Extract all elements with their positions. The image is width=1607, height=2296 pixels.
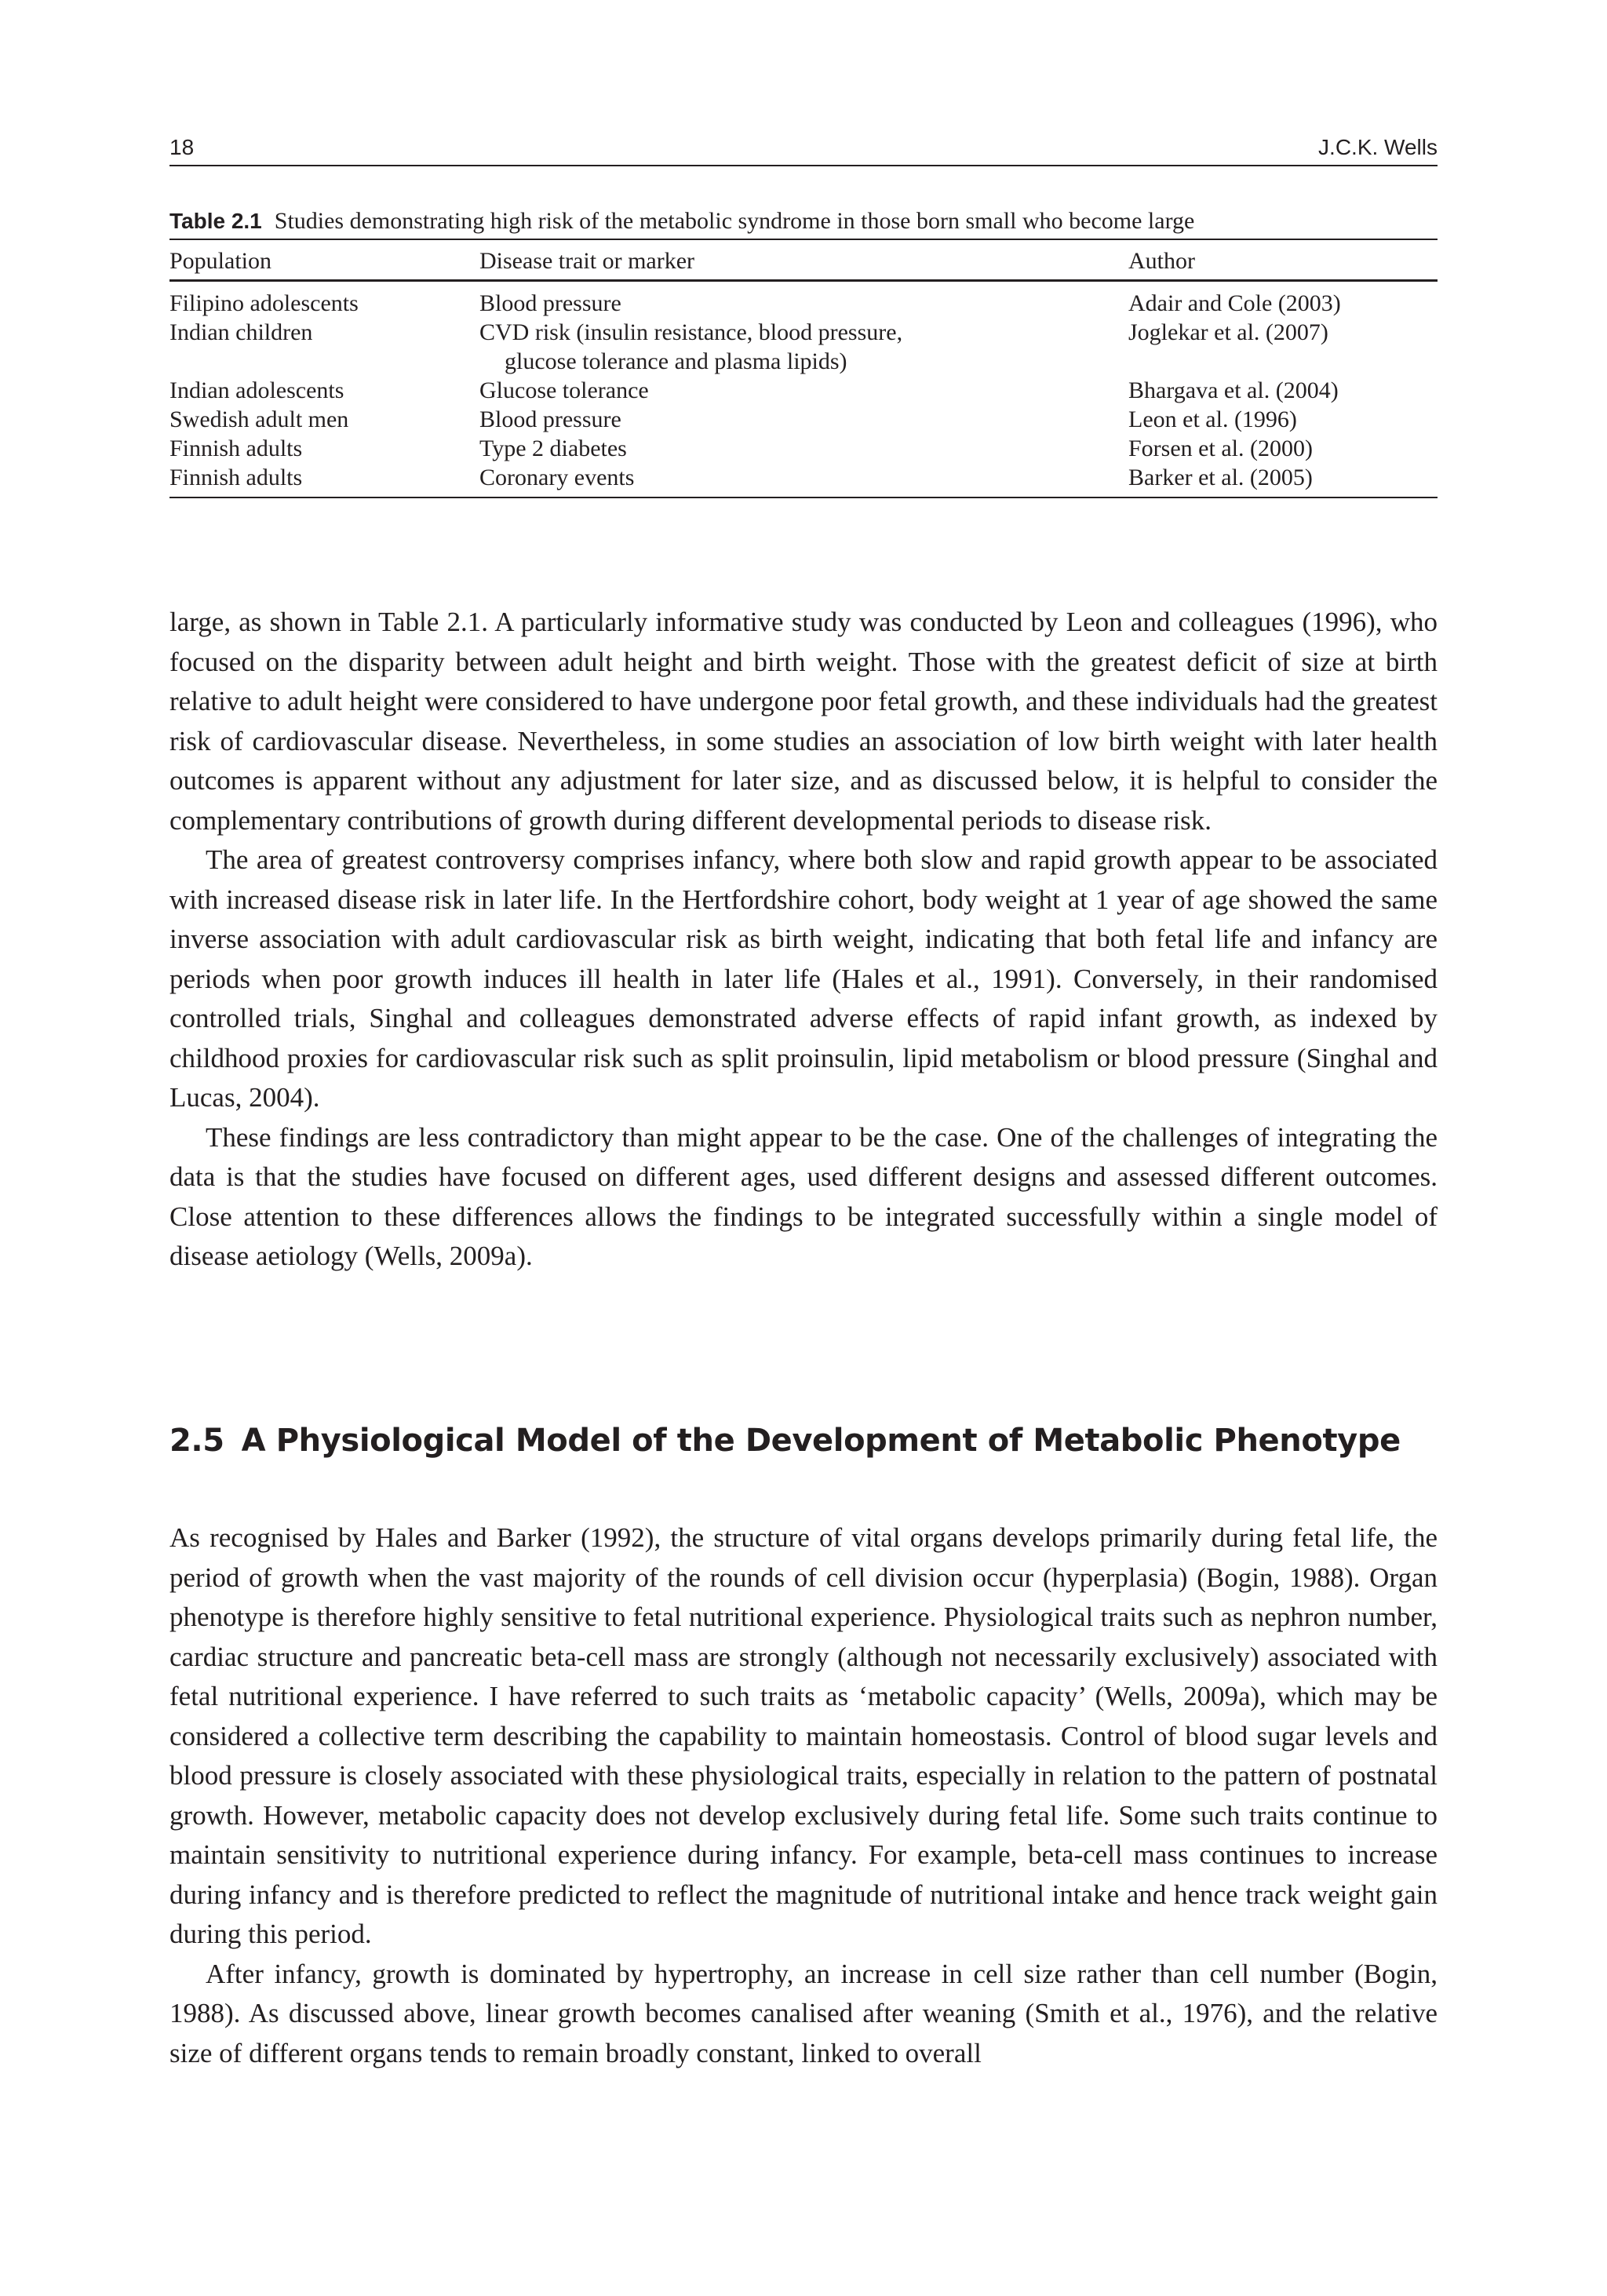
section-number: 2.5 [169, 1423, 224, 1459]
body-text-before-section [169, 603, 1438, 1277]
cell-trait-line2: glucose tolerance and plasma lipids) [505, 348, 847, 374]
page-number: 18 [169, 135, 195, 159]
column-header-author: Author [1128, 239, 1438, 281]
cell-population: Indian children [169, 319, 313, 345]
table-row [169, 434, 1438, 463]
paragraph: After infancy, growth is dominated by hypertrophy, an increase in cell size rather than cell number (Bogin, 1988). As discussed above, linear growth becomes canalised after weaning (Smith et al., 1976), and the relative size of different organs tends to remain broadly constant, linked to overall [169, 1958, 1438, 2068]
data-table [169, 239, 1438, 498]
cell-population: Filipino adolescents [169, 290, 359, 316]
cell-author: Forsen et al. (2000) [1128, 436, 1313, 461]
table-caption-text: Studies demonstrating high risk of the metabolic syndrome in those born small who become large [274, 208, 1195, 234]
column-header-trait: Disease trait or marker [479, 239, 1128, 281]
cell-population: Finnish adults [169, 465, 303, 490]
cell-author: Joglekar et al. (2007) [1128, 319, 1328, 345]
cell-trait: Glucose tolerance [479, 377, 649, 403]
table-row [169, 281, 1438, 319]
table-label: Table 2.1 [169, 209, 262, 233]
body-text-after-section [169, 1518, 1438, 2073]
table-caption [169, 206, 1438, 239]
cell-population: Indian adolescents [169, 377, 344, 403]
running-head [169, 130, 1438, 166]
paragraph: As recognised by Hales and Barker (1992), the structure of vital organs develops primarily during fetal life, the period of growth when the vast majority of the rounds of cell division occur (hyperplasia) (Bogin, 1988). Organ phenotype is therefore highly sensitive to fetal nutritional experience. Physiological traits such as nephron number, cardiac structure and pancreatic beta-cell mass are strongly (although not necessarily exclusively) associated with fetal nutritional experience. I have referred to such traits as ‘metabolic capacity’ (Wells, 2009a), which may be considered a collective term describing the capability to maintain homeostasis. Control of blood sugar levels and blood pressure is closely associated with these physiological traits, especially in relation to the pattern of postnatal growth. However, metabolic capacity does not develop exclusively during fetal life. Some such traits continue to maintain sensitivity to nutritional experience during infancy. For example, beta-cell mass continues to increase during infancy and is therefore predicted to reflect the magnitude of nutritional intake and hence track weight gain during this period. [169, 1522, 1438, 1949]
cell-trait: Coronary events [479, 465, 635, 490]
cell-author: Bhargava et al. (2004) [1128, 377, 1339, 403]
cell-trait [479, 318, 1128, 376]
cell-trait-line1: CVD risk (insulin resistance, blood pressure, [479, 319, 903, 345]
cell-trait: Blood pressure [479, 290, 621, 316]
paragraph: The area of greatest controversy comprises infancy, where both slow and rapid growth appear to be associated with increased disease risk in later life. In the Hertfordshire cohort, body weight at 1 year of age showed the same inverse association with adult cardiovascular risk as birth weight, indicating that both fetal life and infancy are periods when poor growth induces ill health in later life (Hales et al., 1991). Conversely, in their randomised controlled trials, Singhal and colleagues demonstrated adverse effects of rapid infant growth, as indexed by childhood proxies for cardiovascular risk such as split proinsulin, lipid metabolism or blood pressure (Singhal and Lucas, 2004). [169, 844, 1438, 1113]
table-row [169, 376, 1438, 405]
cell-population: Finnish adults [169, 436, 303, 461]
cell-author: Barker et al. (2005) [1128, 465, 1313, 490]
cell-author: Adair and Cole (2003) [1128, 290, 1341, 316]
column-header-population: Population [169, 239, 479, 281]
table-row [169, 463, 1438, 497]
cell-trait: Blood pressure [479, 406, 621, 432]
running-head-author: J.C.K. Wells [1318, 135, 1438, 159]
cell-author: Leon et al. (1996) [1128, 406, 1297, 432]
cell-trait: Type 2 diabetes [479, 436, 627, 461]
paragraph: large, as shown in Table 2.1. A particularly informative study was conducted by Leon and colleagues (1996), who focused on the disparity between adult height and birth weight. Those with the greatest deficit of size at birth relative to adult height were considered to have undergone poor fetal growth, and these individuals had the greatest risk of cardiovascular disease. Nevertheless, in some studies an association of low birth weight with later health outcomes is apparent without any adjustment for later size, and as discussed below, it is helpful to consider the complementary contributions of growth during different developmental periods to disease risk. [169, 607, 1438, 836]
table-row [169, 405, 1438, 434]
table-header-row [169, 239, 1438, 281]
section-title: A Physiological Model of the Development of Metabolic Phenotype [241, 1423, 1401, 1459]
table-row [169, 318, 1438, 376]
table-2-1 [169, 206, 1438, 498]
cell-population: Swedish adult men [169, 406, 349, 432]
paragraph: These findings are less contradictory than might appear to be the case. One of the challenges of integrating the data is that the studies have focused on different ages, used different designs and assessed different outcomes. Close attention to these differences allows the findings to be integrated successfully within a single model of disease aetiology (Wells, 2009a). [169, 1121, 1438, 1271]
section-heading [169, 1419, 1438, 1463]
